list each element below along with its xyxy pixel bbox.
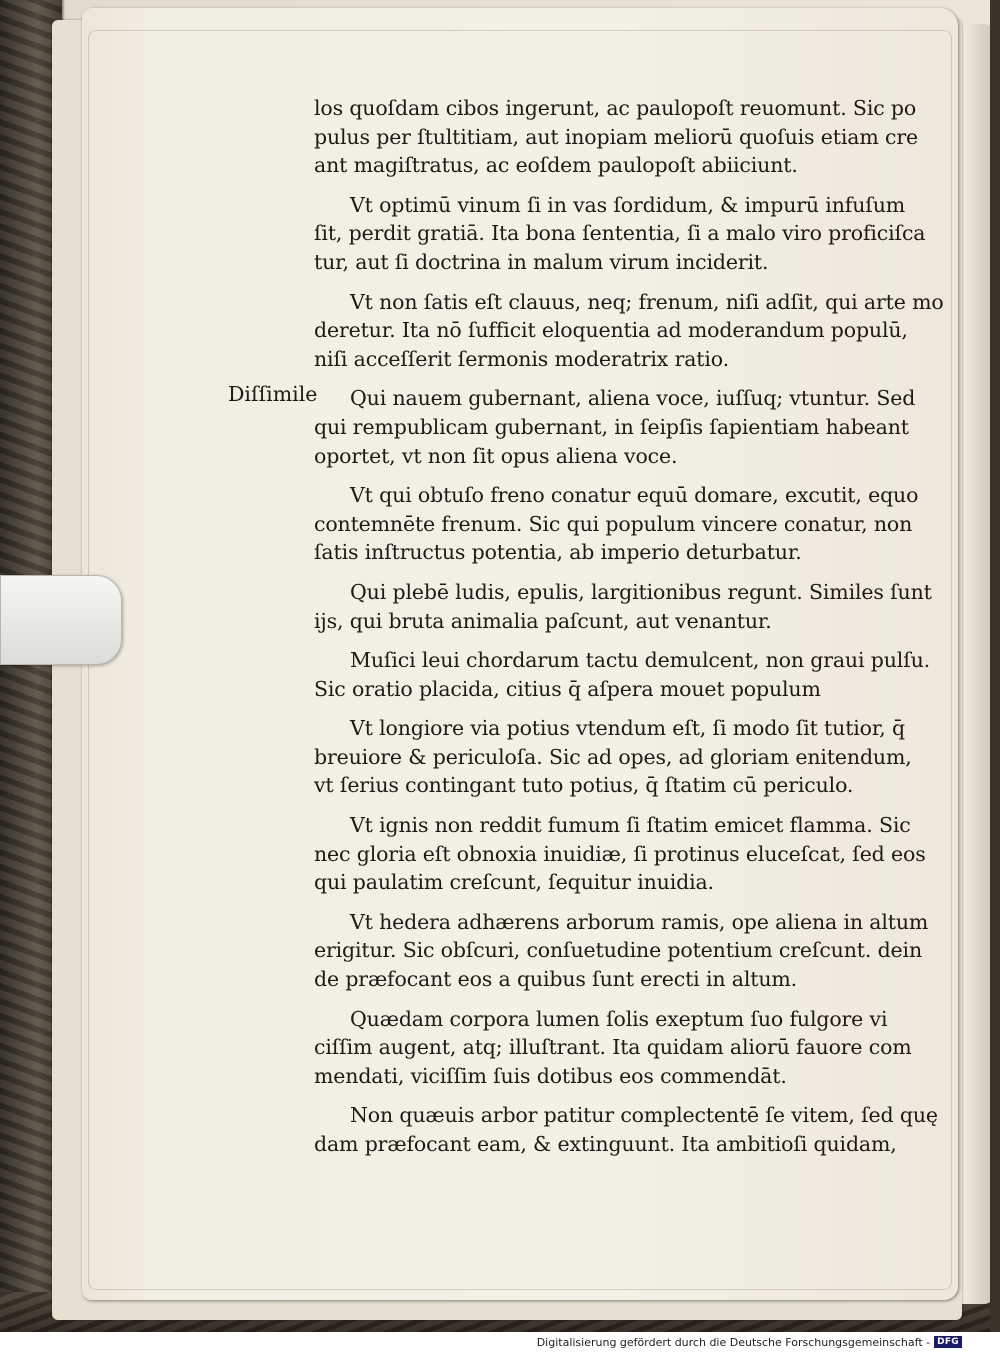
paragraph — [314, 908, 929, 994]
text-line: vt ſerius contingant tuto potius, q̄ ſtatim cū periculo. — [314, 773, 854, 798]
text-line: Non quæuis arbor patitur complectentē ſe vitem, ſed quę — [350, 1103, 938, 1128]
text-line: ijs, qui bruta animalia paſcunt, aut venantur. — [314, 608, 772, 633]
text-line: Vt qui obtuſo freno conatur equū domare, excutit, equo — [350, 483, 919, 508]
text-line: oportet, vt non ſit opus aliena voce. — [314, 443, 678, 468]
text-line: Muſici leui chordarum tactu demulcent, non graui pulſu. — [350, 648, 931, 673]
digitization-credit — [537, 1334, 962, 1350]
text-line: dam præfocant eam, & extinguunt. Ita ambitioſi quidam, — [314, 1132, 897, 1156]
text-line: Vt ignis non reddit fumum ſi ſtatim emicet flamma. Sic — [350, 813, 911, 838]
text-line: nec gloria eſt obnoxia inuidiæ, ſi protinus eluceſcat, ſed eos — [314, 841, 926, 866]
page-clip — [0, 575, 122, 665]
page-text-block — [314, 94, 944, 1170]
text-line: breuiore & periculoſa. Sic ad opes, ad gloriam enitendum, — [314, 744, 912, 769]
text-line: pulus per ſtultitiam, aut inopiam meliorū quoſuis etiam cre — [314, 124, 918, 149]
paragraph — [314, 646, 931, 703]
text-line: de præfocant eos a quibus ſunt erecti in altum. — [314, 967, 798, 992]
text-line: Qui nauem gubernant, aliena voce, iuſſuq; vtuntur. Sed — [350, 386, 916, 411]
paragraph — [314, 714, 926, 800]
paragraph — [314, 191, 926, 277]
paragraph — [314, 94, 926, 180]
paragraph — [314, 384, 926, 470]
text-line: mendati, viciſſim ſuis dotibus eos commendāt. — [314, 1063, 787, 1088]
paragraph — [314, 288, 944, 374]
paragraph — [314, 811, 926, 897]
paragraph — [314, 1005, 926, 1091]
text-line: ciſſim augent, atq; illuſtrant. Ita quidam aliorū fauore com — [314, 1035, 912, 1060]
book-cover-right — [990, 0, 1000, 1332]
text-line: los quoſdam cibos ingerunt, ac paulopoſt reuomunt. Sic po — [314, 96, 917, 120]
paragraph — [314, 481, 926, 567]
text-line: qui paulatim creſcunt, ſequitur inuidia. — [314, 870, 714, 895]
text-line: Vt optimū vinum ſi in vas ſordidum, & impurū infuſum — [350, 192, 906, 217]
text-line: Vt non ſatis eſt clauus, neq; frenum, niſi adſit, qui arte mo — [350, 289, 944, 314]
text-line: qui rempublicam gubernant, in ſeipſis ſapientiam habeant — [314, 414, 909, 439]
dfg-logo[interactable]: DFG — [934, 1336, 962, 1348]
text-line: contemnēte frenum. Sic qui populum vincere conatur, non — [314, 511, 913, 536]
text-line: Qui plebē ludis, epulis, largitionibus regunt. Similes ſunt — [350, 579, 932, 604]
text-line: Vt hedera adhærens arborum ramis, ope aliena in altum — [350, 909, 929, 934]
text-line: ſit, perdit gratiā. Ita bona ſententia, ſi a malo viro proficiſca — [314, 221, 926, 246]
text-line: niſi acceſſerit ſermonis moderatrix ratio. — [314, 346, 729, 371]
paragraph — [314, 1101, 938, 1158]
text-line: Quædam corpora lumen ſolis exeptum ſuo fulgore vi — [350, 1006, 888, 1031]
text-line: erigitur. Sic obſcuri, conſuetudine potentium creſcunt. dein — [314, 938, 922, 963]
text-line: tur, aut ſi doctrina in malum virum inciderit. — [314, 249, 769, 274]
credit-text: Digitalisierung gefördert durch die Deutsche Forschungsgemeinschaft - — [536, 1335, 931, 1349]
text-line: deretur. Ita nō ſufficit eloquentia ad moderandum populū, — [314, 318, 908, 343]
text-line: Sic oratio placida, citius q̄ aſpera mouet populum — [314, 676, 821, 701]
margin-note: Diſſimile — [228, 382, 318, 406]
text-line: ant magiſtratus, ac eoſdem paulopoſt abiiciunt. — [314, 153, 798, 178]
text-line: Vt longiore via potius vtendum eſt, ſi modo ſit tutior, q̄ — [350, 716, 905, 741]
text-line: ſatis inſtructus potentia, ab imperio deturbatur. — [314, 540, 802, 565]
paragraph — [314, 578, 932, 635]
